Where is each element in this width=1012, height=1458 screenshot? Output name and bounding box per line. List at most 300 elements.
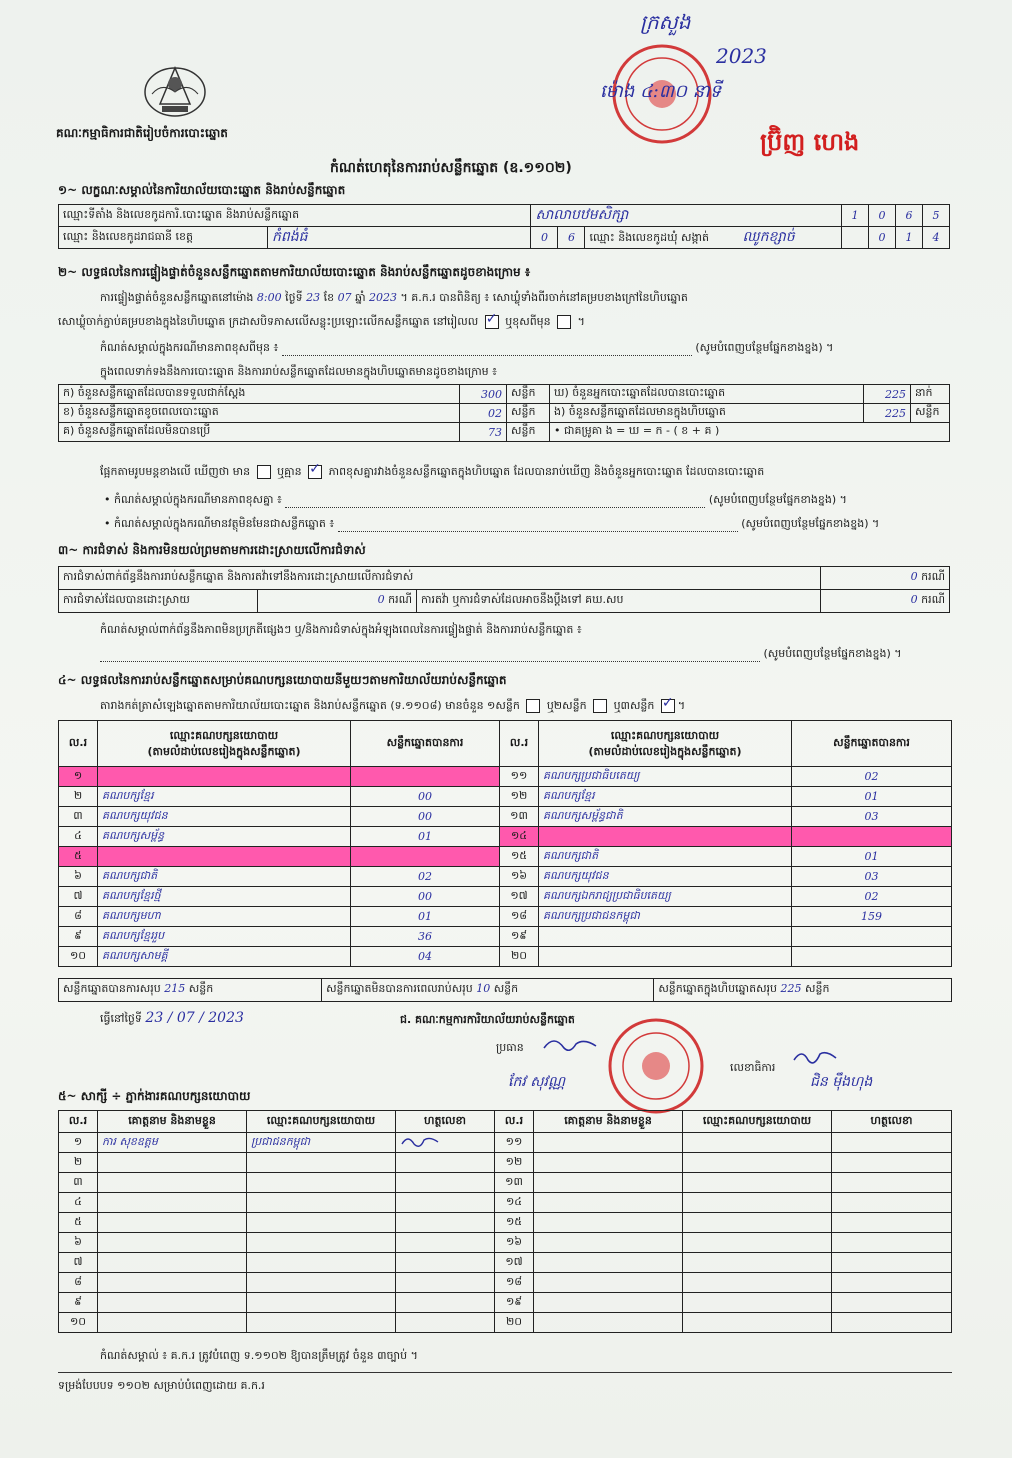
witness-signature[interactable]	[396, 1313, 495, 1333]
vote-row-party: គណបក្សមហា	[98, 907, 351, 927]
witness-party[interactable]	[247, 1213, 396, 1233]
witness-row	[59, 1293, 952, 1313]
s5-h-no: ល.រ	[59, 1111, 98, 1133]
committee-stamp-icon	[594, 1016, 718, 1116]
witness-no: ៤	[59, 1193, 98, 1213]
s4-chair-name: កែវ សុវណ្ណ	[508, 1074, 566, 1090]
s1-code-digit: 6	[896, 205, 923, 227]
s4-total-invalid-value: 10	[476, 982, 491, 995]
witness-party[interactable]	[683, 1313, 832, 1333]
vote-row-no: ២	[59, 787, 98, 807]
vote-row-party: គណបក្សខ្មែរថ្មី	[98, 887, 351, 907]
witness-signature[interactable]	[396, 1233, 495, 1253]
s4-intro: តារាងកត់ត្រាសំឡេងឆ្នោតតាមការិយាល័យបោះឆ្នោត និងរាប់សន្លឹកឆ្នោត (ទ.១១០៨) មានចំនួន ១សន្លឹក ឬ២សន្លឹក ឬ៣សន្លឹក ✓ ។	[100, 698, 685, 714]
s5-h-party-right: ឈ្មោះគណបក្សនយោបាយ	[683, 1111, 832, 1133]
s4-made-on-label: ធ្វើនៅថ្ងៃទី	[100, 1012, 142, 1025]
s2-row-label: ខ) ចំនួនសន្លឹកឆ្នោតខូចពេលបោះឆ្នោត	[59, 404, 460, 423]
s4-total-invalid-label: សន្លឹកឆ្នោតមិនបានការពេលរាប់សរុប	[326, 982, 473, 995]
s4-chair-label: ប្រធាន	[496, 1041, 524, 1054]
s2-note-text: កំណត់សម្គាល់ក្នុងករណីមានភាពខុសពីមុន ៖	[100, 341, 279, 354]
section3-title: ៣~ ការជំទាស់ និងការមិនយល់ព្រមតាមការដោះស្រាយលើការជំទាស់	[58, 543, 366, 557]
witness-signature[interactable]	[396, 1293, 495, 1313]
witness-no: ១៣	[495, 1173, 534, 1193]
s3-note-line	[100, 646, 902, 662]
s2-line4	[100, 464, 764, 480]
witness-party[interactable]	[683, 1133, 832, 1153]
s2-line2-text: សោឃ្លុំចាក់ភ្ជាប់គម្របខាងក្នុងនៃហិបឆ្នោត ក្រដាសបិទភាសលើសន្លុះប្រឡោះលើកសន្លឹកឆ្នោត នៅរៀលល	[58, 315, 479, 328]
s2-time: 8:00	[256, 291, 282, 304]
s1-commune-block	[585, 227, 842, 249]
witness-name[interactable]	[534, 1253, 683, 1273]
witness-signature[interactable]	[832, 1273, 952, 1293]
s3-r1-label: ការជំទាស់ពាក់ព័ន្ធនឹងការរាប់សន្លឹកឆ្នោត និងការតវ៉ាទៅនឹងការដោះស្រាយលើការជំទាស់	[59, 567, 821, 590]
vote-row-party: គណបក្សប្រជាជនកម្ពុជា	[539, 907, 792, 927]
s3-r2a-unit: ករណី	[388, 593, 412, 606]
vote-row-no: ១៨	[500, 907, 539, 927]
witness-signature[interactable]	[832, 1173, 952, 1193]
witness-name[interactable]	[98, 1313, 247, 1333]
vote-row-no: ១	[59, 767, 98, 787]
vote-row-party	[539, 927, 792, 947]
witness-party[interactable]	[247, 1193, 396, 1213]
witness-row	[59, 1213, 952, 1233]
s1-province-digit: 6	[558, 227, 585, 249]
witness-no: ១៦	[495, 1233, 534, 1253]
s4-totals-table	[58, 978, 952, 1002]
s3-r1-count: 0	[910, 570, 918, 583]
s3-r2b-value	[821, 590, 950, 613]
s2-row	[59, 385, 950, 404]
s3-r1-unit: ករណី	[921, 570, 945, 583]
s2-count-table	[58, 384, 950, 442]
s2-year: 2023	[369, 291, 398, 304]
s4-opt2: ឬ២សន្លឹក	[546, 699, 587, 712]
s2-row-label: ក) ចំនួនសន្លឹកឆ្នោតដែលបានទទួលជាក់ស្តែង	[59, 385, 460, 404]
s3-r2b-label: ការតវ៉ា ឬការជំទាស់ដែលអាចនឹងប្តឹងទៅ គឃ.សប	[417, 590, 821, 613]
witness-signature[interactable]	[832, 1133, 952, 1153]
witness-name[interactable]	[98, 1153, 247, 1173]
vote-row	[59, 867, 952, 887]
vote-row-votes: 03	[792, 867, 952, 887]
s4-one-sheet-checkbox[interactable]	[526, 699, 540, 713]
s4-votes-table	[58, 720, 952, 967]
vote-row-votes: 03	[792, 807, 952, 827]
witness-signature[interactable]	[396, 1213, 495, 1233]
vote-row-party: គណបក្សយុវជន	[539, 867, 792, 887]
vote-row-no: ១៤	[500, 827, 539, 847]
witness-row	[59, 1133, 952, 1153]
vote-row-votes: 01	[792, 787, 952, 807]
vote-row-no: ៨	[59, 907, 98, 927]
vote-row-no: ១១	[500, 767, 539, 787]
s1-row1-label: ឈ្មោះទីតាំង និងលេខកូដការិ.បោះឆ្នោត និងរាប់សន្លឹកឆ្នោត	[59, 205, 531, 227]
witness-name[interactable]	[534, 1193, 683, 1213]
vote-row-votes: 159	[792, 907, 952, 927]
s2-bullet1-fill: (សូមបំពេញបន្ថែមផ្នែកខាងខ្នង) ។	[708, 493, 847, 506]
vote-row	[59, 807, 952, 827]
s2-line1-c: ខែ	[323, 291, 335, 304]
s2-row-label: គ) ចំនួនសន្លឹកឆ្នោតដែលមិនបានប្រើ	[59, 423, 460, 442]
s2-line1-d: ឆ្នាំ	[355, 291, 366, 304]
witness-row	[59, 1153, 952, 1173]
witness-party[interactable]	[683, 1153, 832, 1173]
witness-party[interactable]	[247, 1313, 396, 1333]
s4-chair-committee: ជ. គណៈកម្មការការិយាល័យរាប់សន្លឹកឆ្នោត	[400, 1013, 575, 1026]
s2-bullet1-text: • កំណត់សម្គាល់ក្នុងករណីមានភាពខុសគ្នា ៖	[104, 493, 282, 506]
vote-row-no: ៩	[59, 927, 98, 947]
s4-total-invalid	[322, 979, 654, 1002]
witness-party[interactable]	[247, 1233, 396, 1253]
chair-signature-icon	[540, 1034, 600, 1054]
vote-row-party: គណបក្សសាមគ្គី	[98, 947, 351, 967]
vote-row-votes	[792, 827, 952, 847]
witness-no: ៧	[59, 1253, 98, 1273]
s3-r2a-label: ការជំទាស់ដែលបានដោះស្រាយ	[59, 590, 258, 613]
s2-line1	[100, 290, 688, 306]
s3-note-blank[interactable]	[100, 649, 760, 662]
s2-row-label2: ឃ) ចំនួនអ្នកបោះឆ្នោតដែលបានបោះឆ្នោត	[550, 385, 864, 404]
section5-title: ៥~ សាក្សី ÷ ភ្នាក់ងារគណបក្សនយោបាយ	[58, 1089, 251, 1103]
vote-row-party: គណបក្សសម្ព័ន្ធជាតិ	[539, 807, 792, 827]
s2-day: 23	[306, 291, 321, 304]
s2-same-checkbox[interactable]	[485, 315, 499, 329]
section4-title: ៤~ លទ្ធផលនៃការរាប់សន្លឹកឆ្នោតសម្រាប់គណបក្សនយោបាយនីមួយៗតាមការិយាល័យរាប់សន្លឹកឆ្នោត	[58, 673, 507, 687]
witness-no: ១០	[59, 1313, 98, 1333]
s4-secretary-name: ជិន ម៉ឹងហុង	[810, 1074, 873, 1090]
s1-code-digit: 5	[923, 205, 950, 227]
witness-party[interactable]	[247, 1273, 396, 1293]
vote-row-party: គណបក្សខ្មែរ	[539, 787, 792, 807]
s2-diff-yes-checkbox[interactable]	[257, 465, 271, 479]
s1-commune: ឈូកខ្សាច់	[742, 229, 795, 245]
witness-row	[59, 1273, 952, 1293]
s4-h-no-right: ល.រ	[500, 721, 539, 767]
s1-commune-digit: 4	[923, 227, 950, 249]
witness-signature[interactable]	[832, 1193, 952, 1213]
vote-row-votes: 04	[351, 947, 500, 967]
vote-row-votes: 02	[351, 867, 500, 887]
vote-row-no: ៤	[59, 827, 98, 847]
vote-row-party: គណបក្សឯករាជ្យប្រជាធិបតេយ្យ	[539, 887, 792, 907]
s2-note-fill: (សូមបំពេញបន្ថែមផ្នែកខាងខ្នង) ។	[695, 341, 834, 354]
witness-party[interactable]	[683, 1273, 832, 1293]
witness-signature[interactable]	[832, 1293, 952, 1313]
witness-signature[interactable]	[396, 1153, 495, 1173]
witness-party[interactable]	[683, 1173, 832, 1193]
witness-no: ១៨	[495, 1273, 534, 1293]
vote-row-votes	[351, 847, 500, 867]
section1-table	[58, 204, 950, 249]
s1-commune-digit: 1	[896, 227, 923, 249]
witness-party[interactable]	[247, 1153, 396, 1173]
s5-h-sign-right: ហត្ថលេខា	[832, 1111, 952, 1133]
s2-changed-checkbox[interactable]	[557, 315, 571, 329]
witness-name[interactable]	[534, 1313, 683, 1333]
witness-name[interactable]	[98, 1213, 247, 1233]
vote-row-party: គណបក្សខ្មែររួប	[98, 927, 351, 947]
s1-province-digit: 0	[531, 227, 558, 249]
witness-no: ១៧	[495, 1253, 534, 1273]
s3-r2b-unit: ករណី	[921, 593, 945, 606]
s2-bullet1-blank[interactable]	[285, 495, 705, 508]
stamp-handwriting-2: ម៉ោង ៤:៣០ នាទី	[600, 81, 722, 102]
s2-note-blank[interactable]	[282, 343, 692, 356]
s5-h-name: គោត្តនាម និងនាមខ្លួន	[98, 1111, 247, 1133]
s2-row	[59, 423, 950, 442]
vote-row	[59, 847, 952, 867]
s4-h-party	[98, 721, 351, 767]
s1-code-digit: 0	[869, 205, 896, 227]
s4-h-party-right	[539, 721, 792, 767]
vote-row-party: គណបក្សយុវជន	[98, 807, 351, 827]
s2-row-value: 73	[460, 423, 507, 442]
s4-made-date: 23 / 07 / 2023	[145, 1010, 244, 1026]
s2-line1-a: ការផ្ទៀងផ្ទាត់ចំនួនសន្លឹកឆ្នោតនៅម៉ោង	[100, 291, 254, 304]
witness-no: ៨	[59, 1273, 98, 1293]
witness-signature[interactable]	[832, 1153, 952, 1173]
witness-name[interactable]	[98, 1233, 247, 1253]
s4-h-party-line2: (តាមលំដាប់លេខរៀងក្នុងសន្លឹកឆ្នោត)	[147, 744, 301, 758]
witness-name[interactable]	[98, 1253, 247, 1273]
vote-row-party: គណបក្សជាតិ	[539, 847, 792, 867]
s3-fill: (សូមបំពេញបន្ថែមផ្នែកខាងខ្នង) ។	[763, 647, 902, 660]
s2-bullet1	[104, 492, 847, 508]
s2-line3: ក្នុងពេលទាក់ទងនឹងការបោះឆ្នោត និងការរាប់សន្លឹកឆ្នោតដែលមានក្នុងហិបឆ្នោតមានដូចខាងក្រោម ៖	[100, 365, 497, 378]
s2-formula: • ជាគម្រូគា ង = ឃ = ក - ( ខ + គ )	[550, 423, 950, 442]
witness-no: ១៤	[495, 1193, 534, 1213]
vote-row-votes: 01	[792, 847, 952, 867]
vote-row	[59, 927, 952, 947]
s2-line1-b: ថ្ងៃទី	[285, 291, 303, 304]
s2-line4-c: ភាពខុសគ្នារវាងចំនួនសន្លឹកឆ្នោតក្នុងហិបឆ្នោត ដែលបានរាប់ឃើញ និងចំនួនអ្នកបោះឆ្នោត ដែលបានបោះឆ្នោត	[328, 465, 765, 478]
witness-name[interactable]	[98, 1293, 247, 1313]
vote-row-no: ១៩	[500, 927, 539, 947]
witness-signature-icon	[400, 1134, 440, 1148]
s2-row-unit: សន្លឹក	[507, 423, 550, 442]
s4-two-sheet-checkbox[interactable]	[593, 699, 607, 713]
witness-name[interactable]	[534, 1273, 683, 1293]
vote-row	[59, 787, 952, 807]
witness-name[interactable]	[534, 1293, 683, 1313]
witness-signature[interactable]	[832, 1253, 952, 1273]
vote-row-votes: 01	[351, 827, 500, 847]
witness-no: ១១	[495, 1133, 534, 1153]
s4-total-box-value: 225	[780, 982, 802, 995]
witness-no: ១៥	[495, 1213, 534, 1233]
witness-no: ៥	[59, 1213, 98, 1233]
witness-no: ៦	[59, 1233, 98, 1253]
national-emblem-icon	[140, 54, 210, 120]
witness-row	[59, 1193, 952, 1213]
s2-row-unit2: សន្លឹក	[911, 404, 950, 423]
s4-h-party-right-line1: ឈ្មោះគណបក្សនយោបាយ	[610, 728, 720, 742]
witness-signature[interactable]	[396, 1193, 495, 1213]
vote-row-votes: 01	[351, 907, 500, 927]
witness-party[interactable]	[247, 1173, 396, 1193]
s4-made-on	[100, 1010, 244, 1027]
witness-party[interactable]	[683, 1253, 832, 1273]
section2-title: ២~ លទ្ធផលនៃការផ្ទៀងផ្ទាត់ចំនួនសន្លឹកឆ្នោតតាមការិយាល័យបោះឆ្នោត និងរាប់សន្លឹកឆ្នោតដូចខាងក្រោម ៖	[58, 265, 531, 279]
s2-bullet2-fill: (សូមបំពេញបន្ថែមផ្នែកខាងខ្នង) ។	[741, 517, 880, 530]
witness-signature[interactable]	[396, 1273, 495, 1293]
vote-row-votes: 36	[351, 927, 500, 947]
vote-row-party: គណបក្សជាតិ	[98, 867, 351, 887]
s2-row-value2: 225	[864, 404, 911, 423]
s2-row-unit2: នាក់	[911, 385, 950, 404]
s3-table	[58, 566, 950, 613]
vote-row	[59, 887, 952, 907]
s2-line4-b: ឬគ្មាន	[277, 465, 302, 478]
witness-party[interactable]	[247, 1293, 396, 1313]
witness-no: ២០	[495, 1313, 534, 1333]
committee-name: គណៈកម្មាធិការជាតិរៀបចំការបោះឆ្នោត	[56, 126, 228, 140]
s3-r1-value	[821, 567, 950, 590]
witness-no: ៩	[59, 1293, 98, 1313]
vote-row-no: ១៥	[500, 847, 539, 867]
witness-row	[59, 1233, 952, 1253]
s4-total-valid-unit: សន្លឹក	[188, 982, 214, 995]
vote-row-no: ៣	[59, 807, 98, 827]
s4-total-valid-label: សន្លឹកឆ្នោតបានការសរុប	[63, 982, 161, 995]
s4-h-party-right-line2: (តាមលំដាប់លេខរៀងក្នុងសន្លឹកឆ្នោត)	[588, 744, 742, 758]
vote-row-party	[539, 947, 792, 967]
vote-row-votes	[351, 767, 500, 787]
stamp-handwriting-1: ក្រសួង	[640, 10, 691, 34]
s2-row-unit: សន្លឹក	[507, 385, 550, 404]
witness-no: ១៩	[495, 1293, 534, 1313]
s5-h-sign: ហត្ថលេខា	[396, 1111, 495, 1133]
witness-party[interactable]	[683, 1213, 832, 1233]
vote-row-votes: 02	[792, 767, 952, 787]
witness-no: ២	[59, 1153, 98, 1173]
s1-commune-digit: 0	[869, 227, 896, 249]
vote-row-party: គណបក្សសម្ព័ន្ធ	[98, 827, 351, 847]
s3-r2a-count: 0	[377, 593, 385, 606]
s2-month: 07	[337, 291, 352, 304]
witness-party[interactable]	[683, 1233, 832, 1253]
s2-bullet2	[104, 516, 879, 532]
s4-intro-text: តារាងកត់ត្រាសំឡេងឆ្នោតតាមការិយាល័យបោះឆ្នោត និងរាប់សន្លឹកឆ្នោត (ទ.១១០៨) មានចំនួន ១សន្លឹក	[100, 699, 520, 712]
s1-blank-cell	[842, 227, 869, 249]
s2-row-value: 02	[460, 404, 507, 423]
s4-total-box-unit: សន្លឹក	[805, 982, 830, 995]
section1-title: ១~ លក្ខណៈសម្គាល់នៃការិយាល័យបោះឆ្នោត និងរាប់សន្លឹកឆ្នោត	[58, 183, 346, 197]
s1-province: កំពង់ធំ	[268, 227, 531, 249]
s2-bullet2-text: • កំណត់សម្គាល់ក្នុងករណីមានវត្ថុមិនមែនជាសន្លឹកឆ្នោត ៖	[104, 517, 335, 530]
stamp-year: 2023	[716, 44, 767, 68]
witness-party[interactable]	[247, 1253, 396, 1273]
witness-signature[interactable]	[396, 1133, 495, 1153]
witness-name: ការ សុខឧត្តម	[98, 1133, 247, 1153]
vote-row	[59, 947, 952, 967]
s5-witness-table	[58, 1110, 952, 1333]
vote-row-no: ១០	[59, 947, 98, 967]
s5-h-no-right: ល.រ	[495, 1111, 534, 1133]
vote-row-no: ១២	[500, 787, 539, 807]
s4-opt3: ឬ៣សន្លឹក	[613, 699, 655, 712]
witness-signature[interactable]	[396, 1173, 495, 1193]
form-title: កំណត់ហេតុនៃការរាប់សន្លឹកឆ្នោត (ឧ.១១០២)	[330, 160, 572, 176]
footer-divider	[58, 1372, 952, 1373]
s2-changed-label: ឬខុសពីមុន	[505, 315, 551, 328]
s5-h-party: ឈ្មោះគណបក្សនយោបាយ	[247, 1111, 396, 1133]
vote-row	[59, 907, 952, 927]
s4-h-no: ល.រ	[59, 721, 98, 767]
vote-row-no: ១៣	[500, 807, 539, 827]
witness-name[interactable]	[534, 1133, 683, 1153]
vote-row	[59, 767, 952, 787]
vote-row-no: ២០	[500, 947, 539, 967]
witness-row	[59, 1313, 952, 1333]
s2-row-value2: 225	[864, 385, 911, 404]
witness-name[interactable]	[98, 1173, 247, 1193]
witness-signature[interactable]	[832, 1233, 952, 1253]
s4-three-sheet-checkbox[interactable]	[661, 699, 675, 713]
received-label: ប្រ៊ិញ ហេង	[760, 128, 860, 156]
vote-row-no: ៧	[59, 887, 98, 907]
vote-row-votes	[792, 927, 952, 947]
witness-name[interactable]	[98, 1273, 247, 1293]
vote-row-no: ១៧	[500, 887, 539, 907]
witness-no: ១	[59, 1133, 98, 1153]
s2-bullet2-blank[interactable]	[338, 519, 738, 532]
s2-line1-e: ។ គ.ក.រ បានពិនិត្យ ៖ សោឃ្លុំទាំងពីរចាក់នៅគម្របខាងក្រៅនៃហិបឆ្នោត	[400, 291, 688, 304]
vote-row-votes: 00	[351, 807, 500, 827]
s2-row-unit: សន្លឹក	[507, 404, 550, 423]
witness-name[interactable]	[534, 1233, 683, 1253]
s5-footnote: កំណត់សម្គាល់ ៖ គ.ក.រ ត្រូវបំពេញ ទ.១១០២ ឱ្យបានត្រឹមត្រូវ ចំនួន ៣ច្បាប់ ។	[100, 1349, 418, 1362]
s5-h-name-right: គោត្តនាម និងនាមខ្លួន	[534, 1111, 683, 1133]
s4-h-party-line1: ឈ្មោះគណបក្សនយោបាយ	[169, 728, 279, 742]
vote-row-votes: 00	[351, 787, 500, 807]
vote-row-party	[98, 767, 351, 787]
witness-no: ១២	[495, 1153, 534, 1173]
witness-signature[interactable]	[832, 1213, 952, 1233]
vote-row-votes: 02	[792, 887, 952, 907]
s1-row1-value: សាលាបឋមសិក្សា	[531, 205, 842, 227]
s4-total-valid	[59, 979, 322, 1002]
vote-row-votes: 00	[351, 887, 500, 907]
s2-row-label2: ង) ចំនួនសន្លឹកឆ្នោតដែលមានក្នុងហិបឆ្នោត	[550, 404, 864, 423]
witness-party[interactable]	[683, 1193, 832, 1213]
footer-text: ទម្រង់បែបបទ ១១០២ សម្រាប់បំពេញដោយ គ.ក.រ	[58, 1379, 265, 1392]
s4-total-valid-value: 215	[164, 982, 186, 995]
witness-name[interactable]	[534, 1153, 683, 1173]
secretary-signature-icon	[790, 1046, 840, 1066]
s4-total-box-label: សន្លឹកឆ្នោតក្នុងហិបឆ្នោតសរុប	[658, 982, 778, 995]
s3-note: កំណត់សម្គាល់ពាក់ព័ន្ធនឹងភាពមិនប្រក្រតីផ្សេងៗ ឬ/និងការជំទាស់ក្នុងអំឡុងពេលនៃការផ្ទៀងផ្ទាត់ និងការរាប់សន្លឹកឆ្នោត ៖	[100, 623, 582, 636]
witness-party: ប្រជាជនកម្ពុជា	[247, 1133, 396, 1153]
s1-row2-label: ឈ្មោះ និងលេខកូដរាជធានី ខេត្ត	[59, 227, 268, 249]
witness-name[interactable]	[534, 1173, 683, 1193]
s2-row-value: 300	[460, 385, 507, 404]
witness-signature[interactable]	[396, 1253, 495, 1273]
vote-row-party: គណបក្សប្រជាធិបតេយ្យ	[539, 767, 792, 787]
witness-no: ៣	[59, 1173, 98, 1193]
witness-name[interactable]	[98, 1193, 247, 1213]
s2-line4-a: ផ្អែកតាមរូបមន្តខាងលើ ឃើញថា មាន	[100, 465, 251, 478]
s4-total-invalid-unit: សន្លឹក	[493, 982, 519, 995]
witness-signature[interactable]	[832, 1313, 952, 1333]
s4-h-votes-right: សន្លឹកឆ្នោតបានការ	[792, 721, 952, 767]
s4-total-box	[654, 979, 952, 1002]
witness-name[interactable]	[534, 1213, 683, 1233]
witness-party[interactable]	[683, 1293, 832, 1313]
witness-row	[59, 1173, 952, 1193]
s2-line2: សោឃ្លុំចាក់ភ្ជាប់គម្របខាងក្នុងនៃហិបឆ្នោត ក្រដាសបិទភាសលើសន្លុះប្រឡោះលើកសន្លឹកឆ្នោត នៅរៀលល ✓ ឬខុសពីមុន ។	[58, 314, 585, 330]
s2-diff-no-checkbox[interactable]	[308, 465, 322, 479]
vote-row-votes	[792, 947, 952, 967]
